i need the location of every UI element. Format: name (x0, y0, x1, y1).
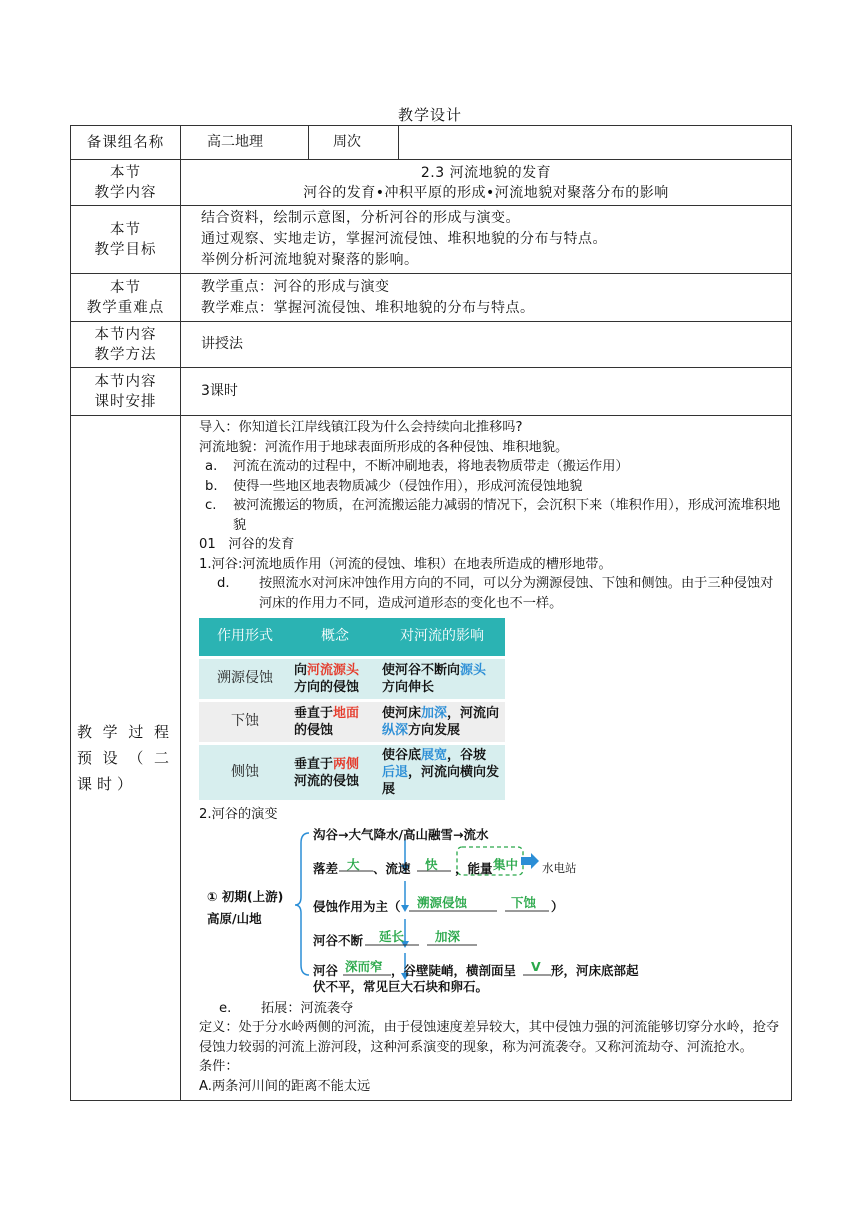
content-cell (181, 160, 792, 206)
table-header: 对河流的影响 (379, 618, 505, 656)
group-name-label: 备课组名称 (71, 126, 181, 160)
group-name-value: 高二地理 (181, 126, 309, 160)
deepen-value: 加深 (435, 928, 461, 944)
method-label: 本节内容 教学方法 (71, 322, 181, 368)
lesson-subtitle: 河谷的发育•冲积平原的形成•河流地貌对聚落分布的影响 (303, 184, 669, 201)
valley-walls-text: ，谷壁陡峭，横剖面呈 (391, 962, 517, 978)
valley-evolution-heading: 2.河谷的演变 (199, 807, 278, 822)
landform-definition: 河流地貌：河流作用于地球表面所形成的各种侵蚀、堆积地貌。 (199, 439, 569, 455)
table-row: 侧蚀 垂直于两侧 河流的侵蚀 使谷底展宽，谷坡 后退，河流向横向发展 (199, 745, 505, 800)
erosion-table (199, 615, 505, 803)
key-cell (181, 274, 792, 322)
lesson-plan-table (70, 125, 792, 1101)
v-shape-value: V (531, 958, 541, 974)
erosion-main-close: ） (551, 898, 564, 914)
difficulty-point: 教学难点：掌握河流侵蚀、堆积地貌的分布与特点。 (201, 299, 535, 316)
drop-value: 大 (347, 856, 360, 872)
hydropower-label: 水电站 (542, 860, 577, 875)
valley-continue-label: 河谷不断 (313, 932, 364, 948)
erosion-main-label: 侵蚀作用为主（ (313, 898, 401, 914)
hours-label: 本节内容 课时安排 (71, 368, 181, 416)
capture-definition: 定义：处于分水岭两侧的河流，由于侵蚀速度差异较大，其中侵蚀力强的河流能够切穿分水岭，抢夺侵蚀力较弱的河流上游河段，这种河系演变的现象，称为河流袭夺。又称河流劫夺、河流抢水。 (199, 1020, 780, 1055)
speed-value: 快 (425, 856, 438, 872)
section-heading-01: 01 河谷的发育 (199, 537, 295, 552)
week-label: 周次 (309, 126, 399, 160)
downcutting-value: 下蚀 (511, 894, 537, 910)
diagram-line-1: 沟谷→大气降水/高山融雪→流水 (313, 826, 489, 842)
key-label: 本节 教学重难点 (71, 274, 181, 322)
headward-erosion-value: 溯源侵蚀 (417, 894, 468, 910)
valley-evolution-diagram (205, 825, 665, 995)
table-row: 溯源侵蚀 向河流源头 方向的侵蚀 使河谷不断向源头 方向伸长 (199, 659, 505, 699)
process-cell (181, 416, 792, 1101)
process-label: 教学过程预设（二课时） (71, 416, 181, 1101)
intro-text: 导入：你知道长江岸线镇江段为什么会持续向北推移吗? (199, 420, 523, 435)
list-item-a: a. 河流在流动的过程中，不断冲刷地表，将地表物质带走（搬运作用） (205, 459, 629, 474)
week-value (399, 126, 792, 160)
riverbed-text-2: 伏不平，常见巨大石块和卵石。 (313, 978, 489, 994)
table-header: 作用形式 (199, 618, 291, 656)
list-item-c: c. 被河流搬运的物质，在河流搬运能力减弱的情况下，会沉积下来（堆积作用），形成河流堆积地貌 (205, 498, 781, 533)
method-value: 讲授法 (181, 322, 792, 368)
drop-label: 落差 (313, 860, 339, 876)
document-title: 教学设计 (397, 106, 462, 124)
energy-value: 集中 (493, 856, 519, 872)
energy-label: ，能量 (455, 860, 493, 876)
valley-shape-label: 河谷 (313, 962, 339, 978)
lengthen-value: 延长 (379, 928, 405, 944)
valley-definition: 1.河谷:河流地质作用（河流的侵蚀、堆积）在地表所造成的槽形地带。 (199, 556, 612, 572)
region-label: 高原/山地 (207, 910, 262, 926)
table-row: 下蚀 垂直于地面 的侵蚀 使河床加深，河流向 纵深方向发展 (199, 702, 505, 742)
lesson-title: 2.3 河流地貌的发育 (420, 164, 552, 181)
condition-a: A.两条河川间的距离不能太远 (199, 1078, 371, 1094)
hours-value: 3课时 (181, 368, 792, 416)
riverbed-text: 形，河床底部起 (551, 962, 639, 978)
speed-label: 、流速 (373, 860, 411, 876)
goals-label: 本节 教学目标 (71, 206, 181, 274)
conditions-label: 条件： (199, 1059, 239, 1074)
goal-item: 通过观察、实地走访，掌握河流侵蚀、堆积地貌的分布与特点。 (201, 231, 607, 247)
table-header: 概念 (291, 618, 379, 656)
goal-item: 结合资料，绘制示意图，分析河谷的形成与演变。 (201, 210, 520, 226)
list-item-d: d. 按照流水对河床冲蚀作用方向的不同，可以分为溯源侵蚀、下蚀和侧蚀。由于三种侵蚀对河床的作用力不同，造成河道形态的变化也不一样。 (217, 576, 774, 611)
goals-cell (181, 206, 792, 274)
key-point: 教学重点：河谷的形成与演变 (201, 278, 390, 295)
list-item-e: e. 拓展：河流袭夺 (219, 1000, 354, 1016)
stage-label: ① 初期(上游) (207, 888, 284, 904)
list-item-b: b. 使得一些地区地表物质减少（侵蚀作用），形成河流侵蚀地貌 (205, 478, 583, 494)
content-label: 本节 教学内容 (71, 160, 181, 206)
deep-narrow-value: 深而窄 (345, 958, 383, 974)
goal-item: 举例分析河流地貌对聚落的影响。 (201, 252, 419, 268)
